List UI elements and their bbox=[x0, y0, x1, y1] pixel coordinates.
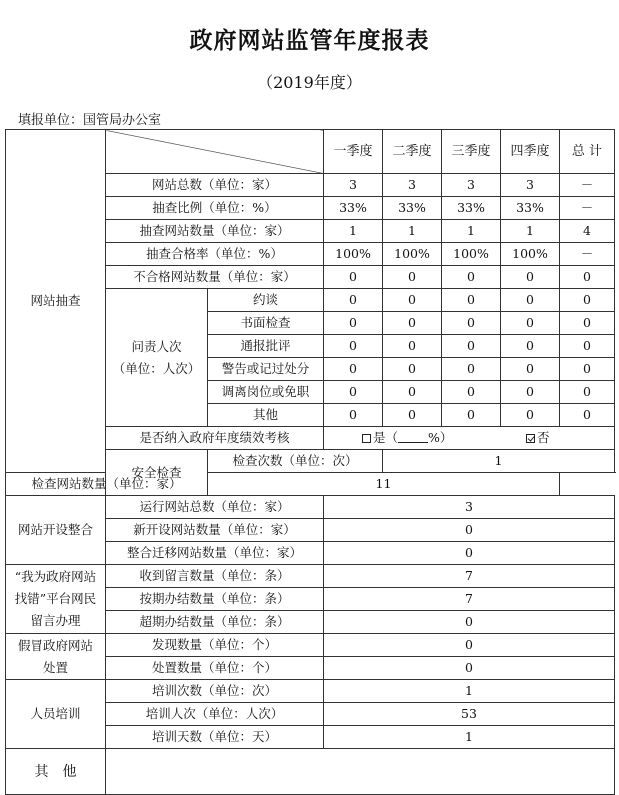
cell-value: 3 bbox=[324, 496, 615, 519]
cell-value: 1 bbox=[324, 680, 615, 703]
cell-value: 0 bbox=[324, 266, 383, 289]
header-q2: 二季度 bbox=[383, 130, 442, 174]
cell-value: 0 bbox=[324, 542, 615, 565]
report-title: 政府网站监管年度报表 bbox=[189, 27, 430, 54]
row-label: 收到留言数量（单位：条） bbox=[106, 565, 324, 588]
row-label: 网站总数（单位：家） bbox=[106, 174, 324, 197]
cell-value: 0 bbox=[501, 289, 560, 312]
row-label: 超期办结数量（单位：条） bbox=[106, 611, 324, 634]
cell-value: 0 bbox=[501, 404, 560, 427]
row-label: 整合迁移网站数量（单位：家） bbox=[106, 542, 324, 565]
row-label: 发现数量（单位：个） bbox=[106, 634, 324, 657]
cell-value: 0 bbox=[324, 289, 383, 312]
row-label: 抽查比例（单位：%） bbox=[106, 197, 324, 220]
section-public-messages: “我为政府网站找错”平台网民留言办理 bbox=[6, 565, 106, 634]
cell-value: 1 bbox=[324, 220, 383, 243]
row-label: 警告或记过处分 bbox=[208, 358, 324, 381]
cell-value: 1 bbox=[501, 220, 560, 243]
cell-value: 0 bbox=[560, 404, 615, 427]
cell-value: 1 bbox=[383, 220, 442, 243]
cell-value: 3 bbox=[501, 174, 560, 197]
section-other: 其 他 bbox=[6, 749, 106, 795]
cell-value: 100% bbox=[383, 243, 442, 266]
cell-value: 33% bbox=[324, 197, 383, 220]
row-label: 书面检查 bbox=[208, 312, 324, 335]
cell-value: 0 bbox=[383, 335, 442, 358]
cell-value: － bbox=[560, 243, 615, 266]
cell-value: 0 bbox=[560, 312, 615, 335]
report-table bbox=[5, 129, 615, 795]
cell-value: 0 bbox=[560, 358, 615, 381]
performance-label: 是否纳入政府年度绩效考核 bbox=[106, 427, 324, 450]
cell-value: 0 bbox=[442, 404, 501, 427]
cell-value: 1 bbox=[324, 726, 615, 749]
cell-value: 0 bbox=[383, 266, 442, 289]
cell-value: 0 bbox=[324, 634, 615, 657]
row-label: 培训天数（单位：天） bbox=[106, 726, 324, 749]
performance-choice: 是（ %） 否 bbox=[324, 427, 615, 450]
section-fake-websites: 假冒政府网站处置 bbox=[6, 634, 106, 680]
cell-value: 0 bbox=[442, 266, 501, 289]
cell-value: 11 bbox=[208, 473, 560, 496]
cell-value: 100% bbox=[442, 243, 501, 266]
cell-value: － bbox=[560, 174, 615, 197]
header-total: 总 计 bbox=[560, 130, 615, 174]
cell-value: 0 bbox=[324, 404, 383, 427]
cell-value: 0 bbox=[442, 335, 501, 358]
row-label: 调离岗位或免职 bbox=[208, 381, 324, 404]
percent-blank bbox=[398, 431, 428, 443]
row-label: 处置数量（单位：个） bbox=[106, 657, 324, 680]
cell-value: 0 bbox=[501, 266, 560, 289]
cell-value: 0 bbox=[442, 289, 501, 312]
report-year: （2019年度） bbox=[257, 73, 362, 92]
cell-value: 33% bbox=[501, 197, 560, 220]
row-label: 检查次数（单位：次） bbox=[208, 450, 383, 473]
cell-value: 3 bbox=[324, 174, 383, 197]
cell-value: 0 bbox=[383, 312, 442, 335]
cell-value: 0 bbox=[442, 358, 501, 381]
cell-value: 0 bbox=[560, 381, 615, 404]
row-label: 抽查网站数量（单位：家） bbox=[106, 220, 324, 243]
cell-value: 0 bbox=[560, 266, 615, 289]
cell-value: 0 bbox=[501, 335, 560, 358]
section-website-integration: 网站开设整合 bbox=[6, 496, 106, 565]
checkbox-no-checked[interactable] bbox=[526, 434, 535, 443]
cell-value: 0 bbox=[442, 381, 501, 404]
row-label: 培训人次（单位：人次） bbox=[106, 703, 324, 726]
diagonal-header-cell bbox=[106, 130, 324, 174]
header-q1: 一季度 bbox=[324, 130, 383, 174]
row-label: 新开设网站数量（单位：家） bbox=[106, 519, 324, 542]
section-security-check: 安全检查 bbox=[106, 450, 208, 496]
row-label: 抽查合格率（单位：%） bbox=[106, 243, 324, 266]
cell-value: － bbox=[560, 197, 615, 220]
row-label: 通报批评 bbox=[208, 335, 324, 358]
row-label: 培训次数（单位：次） bbox=[106, 680, 324, 703]
cell-value: 0 bbox=[324, 312, 383, 335]
cell-value: 0 bbox=[383, 404, 442, 427]
cell-value: 0 bbox=[442, 312, 501, 335]
header-q4: 四季度 bbox=[501, 130, 560, 174]
row-label: 检查网站数量（单位：家） bbox=[6, 473, 208, 496]
cell-value: 0 bbox=[501, 312, 560, 335]
cell-value: 7 bbox=[324, 565, 615, 588]
row-label: 不合格网站数量（单位：家） bbox=[106, 266, 324, 289]
cell-value: 0 bbox=[383, 358, 442, 381]
cell-value: 0 bbox=[501, 358, 560, 381]
section-website-inspection: 网站抽查 bbox=[6, 130, 106, 473]
other-content bbox=[106, 749, 615, 795]
cell-value: 0 bbox=[324, 358, 383, 381]
cell-value: 0 bbox=[324, 611, 615, 634]
cell-value: 3 bbox=[383, 174, 442, 197]
header-q3: 三季度 bbox=[442, 130, 501, 174]
cell-value: 100% bbox=[324, 243, 383, 266]
cell-value: 33% bbox=[383, 197, 442, 220]
cell-value: 0 bbox=[383, 381, 442, 404]
cell-value: 53 bbox=[324, 703, 615, 726]
cell-value: 1 bbox=[383, 450, 615, 473]
row-label: 按期办结数量（单位：条） bbox=[106, 588, 324, 611]
cell-value: 1 bbox=[442, 220, 501, 243]
reporting-unit: 填报单位：国管局办公室 bbox=[18, 113, 162, 128]
cell-value: 4 bbox=[560, 220, 615, 243]
cell-value: 0 bbox=[324, 335, 383, 358]
cell-value: 100% bbox=[501, 243, 560, 266]
row-label: 运行网站总数（单位：家） bbox=[106, 496, 324, 519]
cell-value: 3 bbox=[442, 174, 501, 197]
checkbox-yes[interactable] bbox=[362, 434, 371, 443]
cell-value: 33% bbox=[442, 197, 501, 220]
cell-value: 7 bbox=[324, 588, 615, 611]
cell-value: 0 bbox=[560, 289, 615, 312]
cell-value: 0 bbox=[324, 519, 615, 542]
row-label: 其他 bbox=[208, 404, 324, 427]
cell-value: 0 bbox=[383, 289, 442, 312]
cell-value: 0 bbox=[501, 381, 560, 404]
cell-value: 0 bbox=[324, 657, 615, 680]
cell-value: 0 bbox=[560, 335, 615, 358]
cell-value: 0 bbox=[324, 381, 383, 404]
row-label: 约谈 bbox=[208, 289, 324, 312]
section-staff-training: 人员培训 bbox=[6, 680, 106, 749]
accountability-label: 问责人次 （单位：人次） bbox=[106, 289, 208, 427]
